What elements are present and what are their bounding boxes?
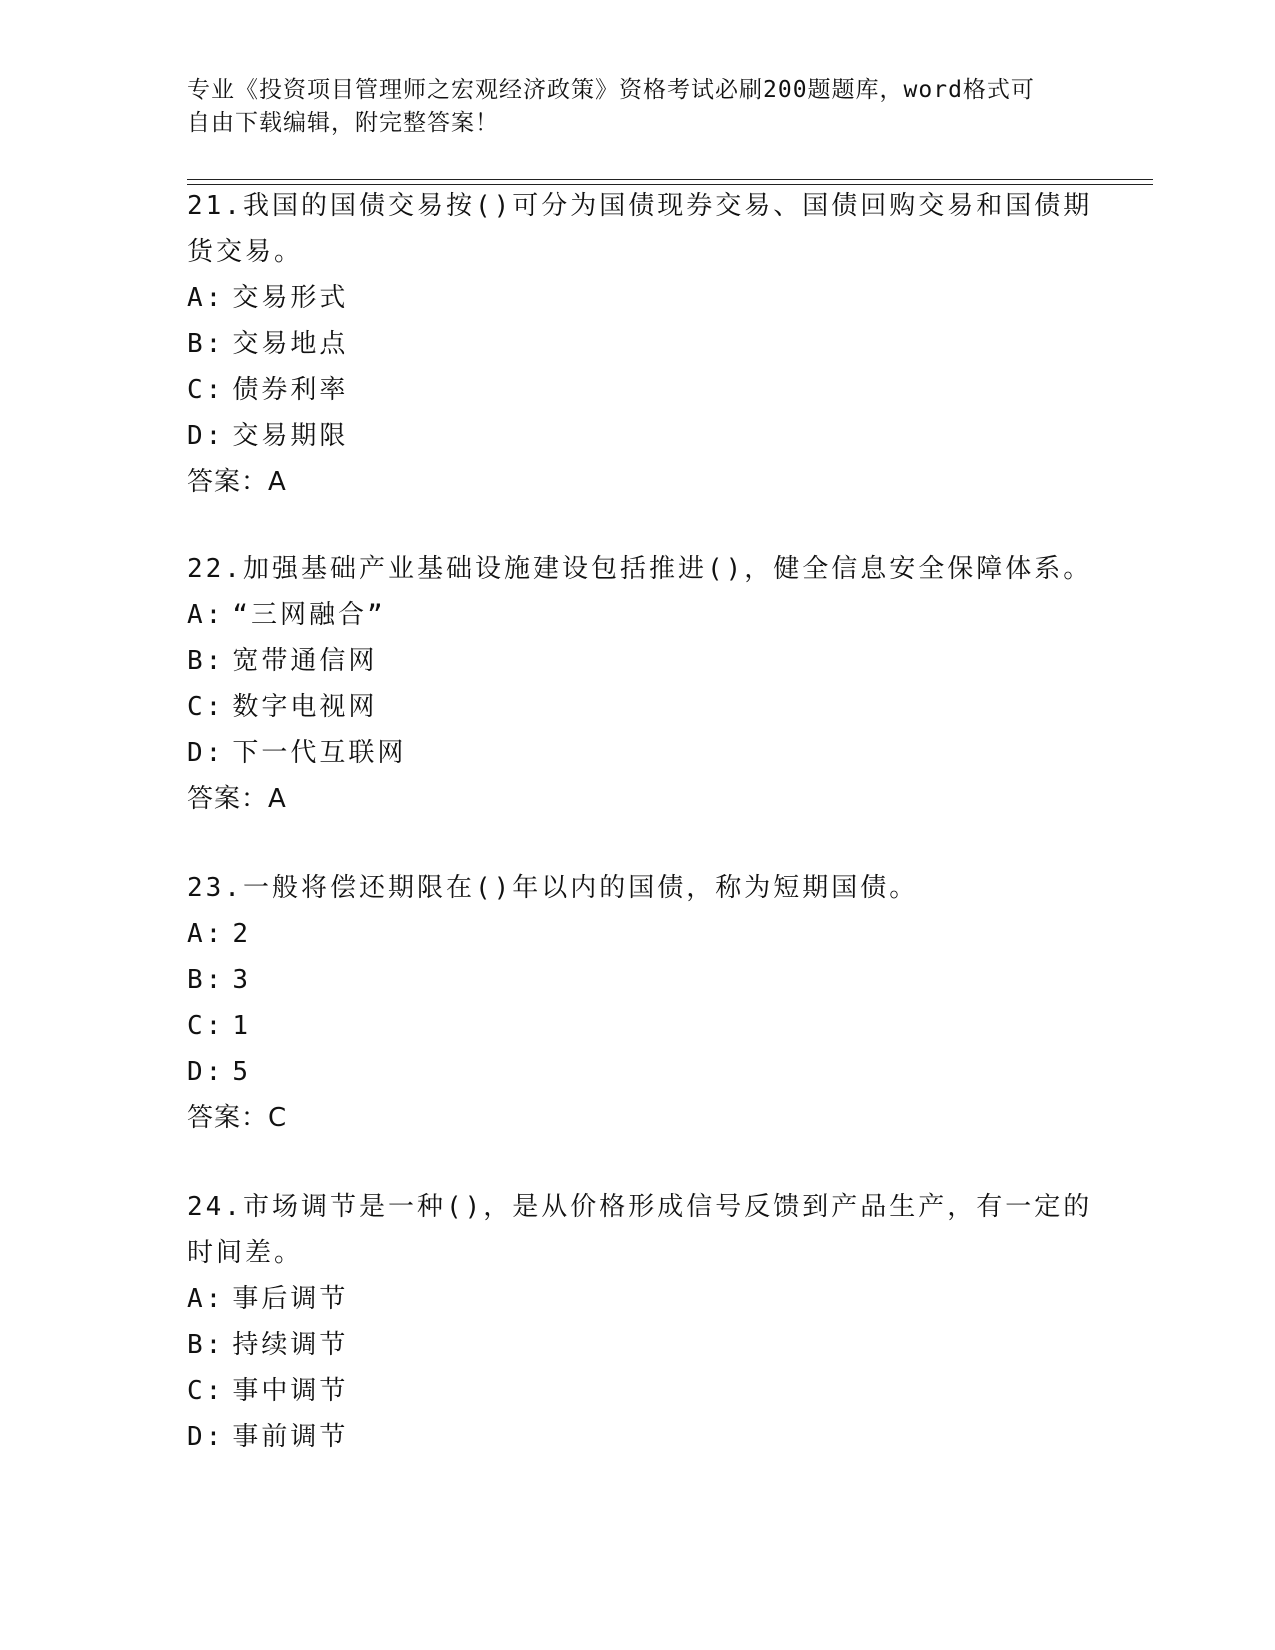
option-b xyxy=(187,957,1087,1003)
option-text: 事前调节 xyxy=(232,1422,349,1452)
option-b xyxy=(187,1322,1087,1368)
option-key: B: xyxy=(187,329,225,359)
option-key: D: xyxy=(187,421,225,451)
option-c xyxy=(187,1368,1087,1414)
question-24 xyxy=(187,1184,1093,1460)
option-key: A: xyxy=(187,600,225,630)
option-key: A: xyxy=(187,1284,225,1314)
option-d xyxy=(187,413,1087,459)
option-b xyxy=(187,638,1087,684)
option-text: 数字电视网 xyxy=(232,692,378,722)
option-key: C: xyxy=(187,692,225,722)
header-divider-top xyxy=(187,179,1153,180)
option-text: 下一代互联网 xyxy=(232,738,407,768)
option-text: 事中调节 xyxy=(232,1376,349,1406)
option-d xyxy=(187,1414,1087,1460)
option-a xyxy=(187,592,1087,638)
option-key: C: xyxy=(187,1376,225,1406)
option-text: 交易形式 xyxy=(232,283,349,313)
document-header xyxy=(187,74,1087,140)
question-stem-line-1: 24.市场调节是一种()，是从价格形成信号反馈到产品生产，有一定的 xyxy=(187,1192,1093,1222)
question-stem-line-2: 货交易。 xyxy=(187,237,304,267)
option-text: 3 xyxy=(232,965,251,995)
option-text: 2 xyxy=(232,919,251,949)
option-key: D: xyxy=(187,1057,225,1087)
option-d xyxy=(187,730,1087,776)
option-text: 1 xyxy=(232,1011,251,1041)
option-b xyxy=(187,321,1087,367)
answer-line: 答案：A xyxy=(187,784,287,814)
answer-line: 答案：C xyxy=(187,1103,288,1133)
option-c xyxy=(187,684,1087,730)
question-23 xyxy=(187,865,1087,1141)
option-text: 5 xyxy=(232,1057,251,1087)
option-key: D: xyxy=(187,1422,225,1452)
option-a xyxy=(187,275,1087,321)
question-stem-line-1: 22.加强基础产业基础设施建设包括推进()，健全信息安全保障体系。 xyxy=(187,554,1093,584)
option-text: “三网融合” xyxy=(232,600,386,630)
question-22 xyxy=(187,546,1093,822)
option-key: C: xyxy=(187,1011,225,1041)
question-stem-line-1: 21.我国的国债交易按()可分为国债现券交易、国债回购交易和国债期 xyxy=(187,191,1093,221)
option-key: A: xyxy=(187,283,225,313)
option-key: B: xyxy=(187,1330,225,1360)
option-text: 交易地点 xyxy=(232,329,349,359)
option-key: B: xyxy=(187,965,225,995)
option-text: 债券利率 xyxy=(232,375,349,405)
option-text: 持续调节 xyxy=(232,1330,349,1360)
option-c xyxy=(187,1003,1087,1049)
header-line-1: 专业《投资项目管理师之宏观经济政策》资格考试必刷200题题库，word格式可 xyxy=(187,77,1035,103)
header-line-2: 自由下载编辑，附完整答案！ xyxy=(187,110,499,136)
option-d xyxy=(187,1049,1087,1095)
question-stem-line-2: 时间差。 xyxy=(187,1238,304,1268)
option-key: C: xyxy=(187,375,225,405)
option-key: A: xyxy=(187,919,225,949)
option-text: 交易期限 xyxy=(232,421,349,451)
option-key: B: xyxy=(187,646,225,676)
option-text: 宽带通信网 xyxy=(232,646,378,676)
option-a xyxy=(187,1276,1087,1322)
option-text: 事后调节 xyxy=(232,1284,349,1314)
question-21 xyxy=(187,183,1093,505)
answer-line: 答案：A xyxy=(187,467,287,497)
question-stem-line-1: 23.一般将偿还期限在()年以内的国债，称为短期国债。 xyxy=(187,873,919,903)
option-key: D: xyxy=(187,738,225,768)
option-a xyxy=(187,911,1087,957)
option-c xyxy=(187,367,1087,413)
